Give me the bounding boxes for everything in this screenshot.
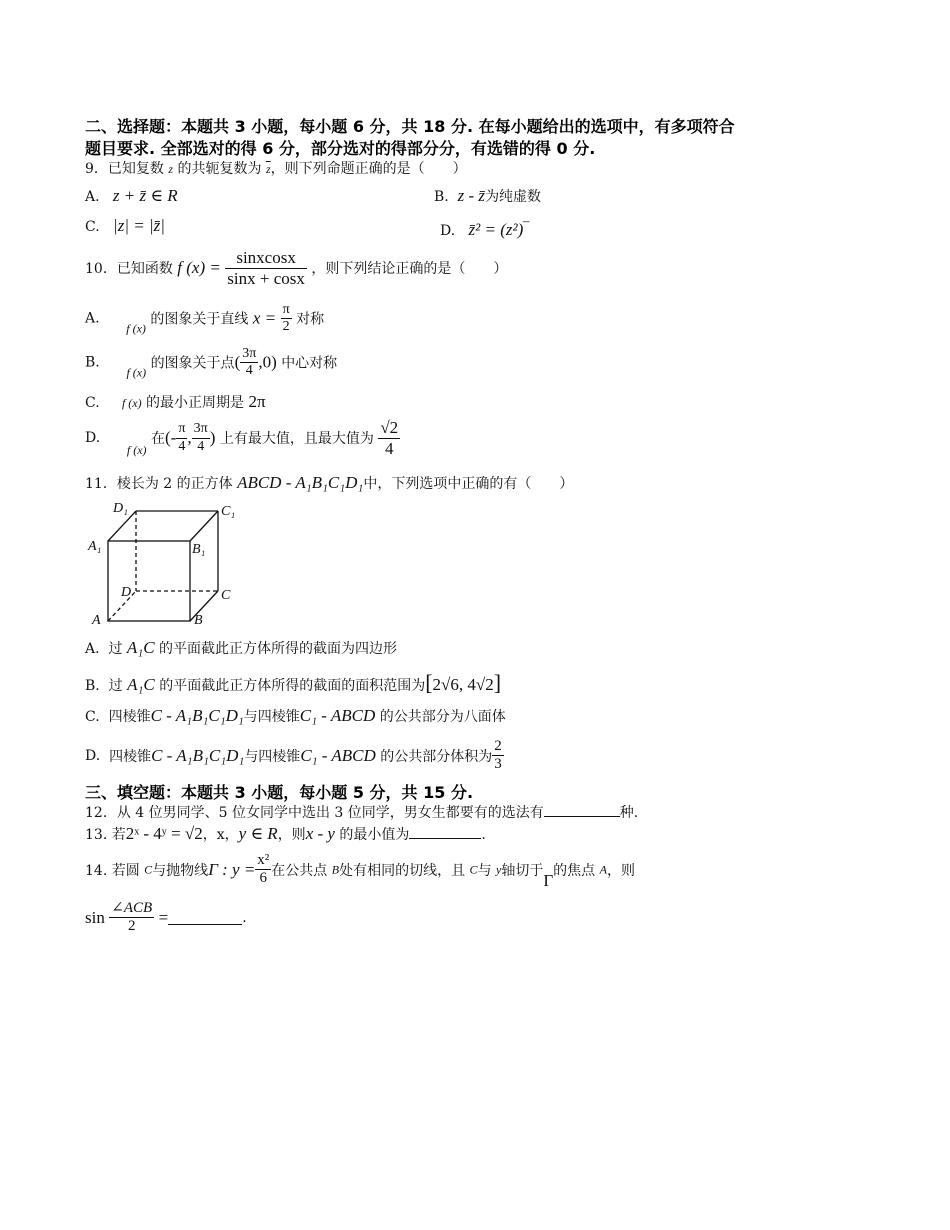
q9-option-b: B. z - z̄为纯虚数	[434, 186, 542, 205]
label-a1: A₁	[88, 539, 102, 554]
q11-option-b: B. 过 A₁C 的平面截此正方体所得的截面的面积范围为[2√6, 4√2]	[85, 670, 502, 695]
cube-edge-b1c1	[190, 511, 218, 541]
label-d: D	[121, 585, 132, 600]
q9-option-c: C. |z| = |z̄|	[85, 216, 165, 235]
q11-stem: 11．棱长为 2 的正方体 ABCD - A₁B₁C₁D₁中，下列选项中正确的有（ ）	[85, 473, 574, 492]
cube-figure	[85, 498, 245, 630]
label-b: B	[194, 613, 203, 628]
label-a: A	[92, 613, 101, 628]
label-b1: B₁	[192, 542, 206, 557]
q14-answer-line: sin $\frac{\text{∠ACB}}{2}$ = .	[85, 900, 247, 935]
q11-option-d: D. 四棱锥C - A₁B₁C₁D₁与四棱锥C₁ - ABCD 的公共部分体积为 $\frac{2}{3}$	[85, 738, 502, 773]
q11-option-c: C. 四棱锥C - A₁B₁C₁D₁与四棱锥C₁ - ABCD 的公共部分为八面体	[85, 706, 506, 725]
q10-option-c: C. f (x) 的最小正周期是 2π	[85, 392, 266, 411]
q9-stem: 9．已知复数 z 的共轭复数为 $\overline{z}$，则下列命题正确的是（ ）	[85, 161, 467, 177]
section-heading-choice-cont: 题目要求. 全部选对的得 6 分，部分选对的得部分分，有选错的得 0 分.	[85, 139, 596, 158]
q11-option-a: A. 过 A₁C 的平面截此正方体所得的截面为四边形	[85, 638, 398, 657]
q14: 14. 若圆 C与抛物线Γ : y = $\frac{\text{x²}}{6}$ 在公共点 B处有相同的切线，且 C与 y轴切于Γ的焦点 A，则	[85, 852, 635, 890]
q12: 12．从 4 位男同学、5 位女同学中选出 3 位同学，男女生都要有的选法有 种.	[85, 802, 638, 822]
q10-option-b: B. f (x) 的图象关于点( $\frac{3\pi}{4}$ ,0) 中心对称	[85, 346, 338, 380]
label-d1: D₁	[113, 501, 128, 516]
q10-stem: 10．已知函数 f (x) = $\frac{\text{sinxcosx}}{\sin x + \cos x}$ ，则下列结论正确的是（ ）	[85, 248, 508, 288]
q13: 13. 若2ˣ - 4ʸ = √2，x，y ∈ R，则x - y 的最小值为 .	[85, 824, 486, 843]
cube-front-face	[108, 541, 190, 621]
q14-answer-blank[interactable]	[168, 910, 242, 925]
q13-answer-blank[interactable]	[409, 824, 481, 839]
label-c: C	[221, 588, 231, 603]
q10-fraction: $\frac{\text{sinxcosx}}{\sin x + \cos x}$	[227, 248, 305, 288]
q12-answer-blank[interactable]	[544, 802, 620, 817]
q10-option-a: A. f (x) 的图象关于直线 x = $\frac{\pi}{2}$ 对称	[85, 302, 325, 336]
label-c1: C₁	[221, 504, 236, 519]
q9-option-d: D. z̄² = (z²)‾	[440, 220, 529, 239]
section-heading-choice: 二、选择题：本题共 3 小题，每小题 6 分，共 18 分. 在每小题给出的选项中，有多项符合	[85, 117, 735, 136]
q9-option-a: A. z + z̄ ∈ R	[85, 186, 178, 205]
q10-option-d: D. f (x) 在(- $\frac{\pi}{4}$ , $\frac{3\pi}{4}$ ) 上有最大值，且最大值为 $\frac{√2}{4}$	[85, 418, 399, 458]
section-heading-fill: 三、填空题：本题共 3 小题，每小题 5 分，共 15 分.	[85, 783, 474, 802]
